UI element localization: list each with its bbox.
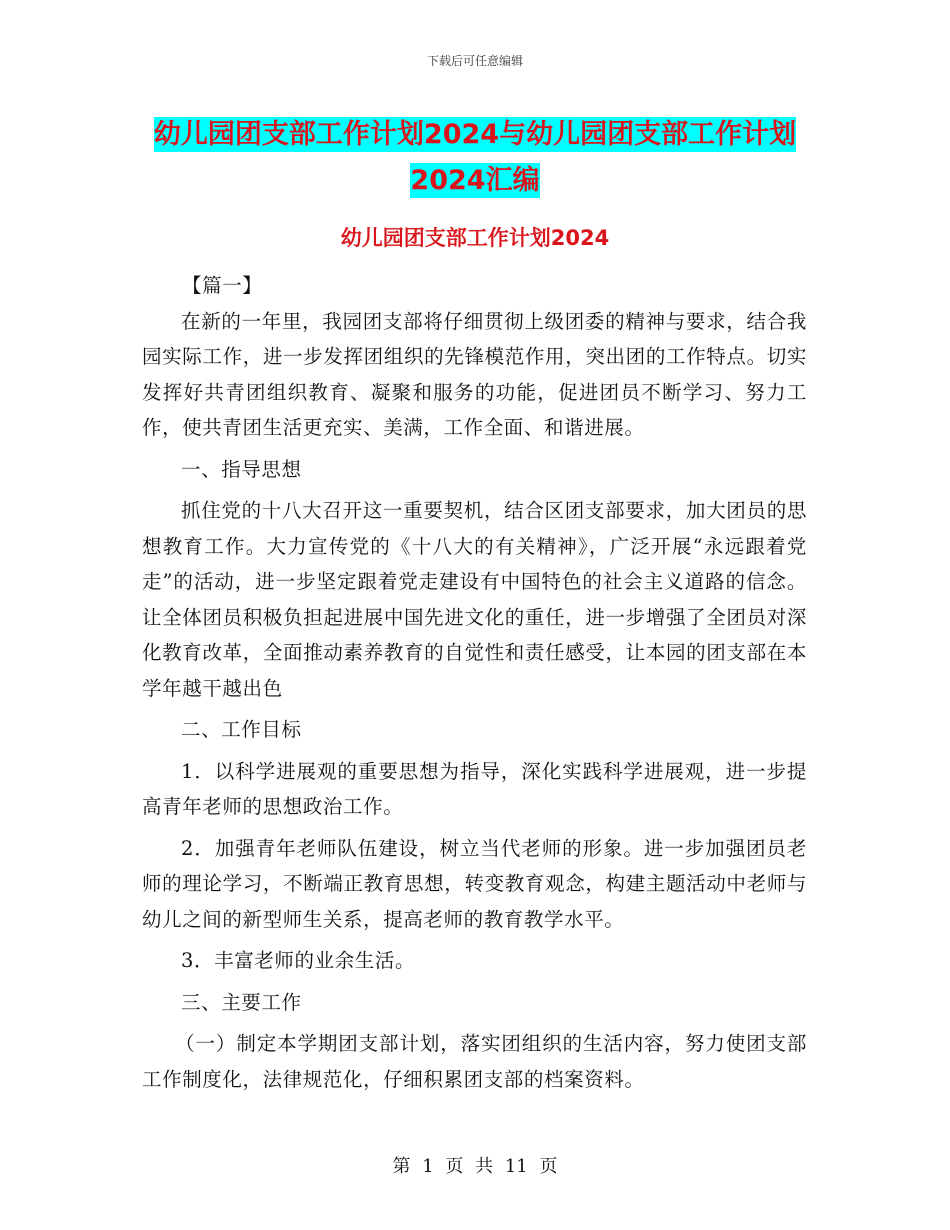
page-footer: 第 1 页 共 11 页 <box>392 1156 558 1177</box>
page-header: 下载后可任意编辑 <box>426 54 523 68</box>
paragraph-goal-1: 1．以科学进展观的重要思想为指导，深化实践科学进展观，进一步提高青年老师的思想政治工作。 <box>142 759 807 818</box>
title-highlight-2: 2024汇编 <box>410 165 540 196</box>
paragraph-goal-2: 2．加强青年老师队伍建设，树立当代老师的形象。进一步加强团员老师的理论学习，不断端正教育思想，转变教育观念，构建主题活动中老师与幼儿之间的新型师生关系，提高老师的教育教学水平。 <box>142 836 807 931</box>
heading-work-goals: 二、工作目标 <box>181 718 302 741</box>
paragraph-goal-3: 3．丰富老师的业余生活。 <box>181 949 416 972</box>
paragraph-intro: 在新的一年里，我园团支部将仔细贯彻上级团委的精神与要求，结合我园实际工作，进一步发挥团组织的先锋模范作用，突出团的工作特点。切实发挥好共青团组织教育、凝聚和服务的功能，促进团员不断学习、努力工作，使共青团生活更充实、美满，工作全面、和谐进展。 <box>142 309 807 439</box>
title-highlight-1: 幼儿园团支部工作计划2024与幼儿园团支部工作计划 <box>153 119 797 150</box>
document-title-line1 <box>0 112 950 151</box>
document-body <box>142 268 807 1097</box>
paragraph-main-work-1: （一）制定本学期团支部计划，落实团组织的生活内容，努力使团支部工作制度化，法律规范化，仔细积累团支部的档案资料。 <box>142 1032 807 1091</box>
document-subtitle: 幼儿园团支部工作计划2024 <box>340 226 610 250</box>
paragraph-guiding-thought: 抓住党的十八大召开这一重要契机，结合区团支部要求，加大团员的思想教育工作。大力宣传党的《十八大的有关精神》，广泛开展“永远跟着党走”的活动，进一步坚定跟着党走建设有中国特色的社会主义道路的信念。让全体团员积极负担起进展中国先进文化的重任，进一步增强了全团员对深化教育改革，全面推动素养教育的自觉性和责任感受，让本园的团支部在本学年越干越出色 <box>142 499 807 700</box>
document-title-line2 <box>0 158 950 197</box>
heading-main-work: 三、主要工作 <box>181 990 302 1014</box>
section-label: 【篇一】 <box>182 274 263 297</box>
heading-guiding-thought: 一、指导思想 <box>181 457 302 481</box>
